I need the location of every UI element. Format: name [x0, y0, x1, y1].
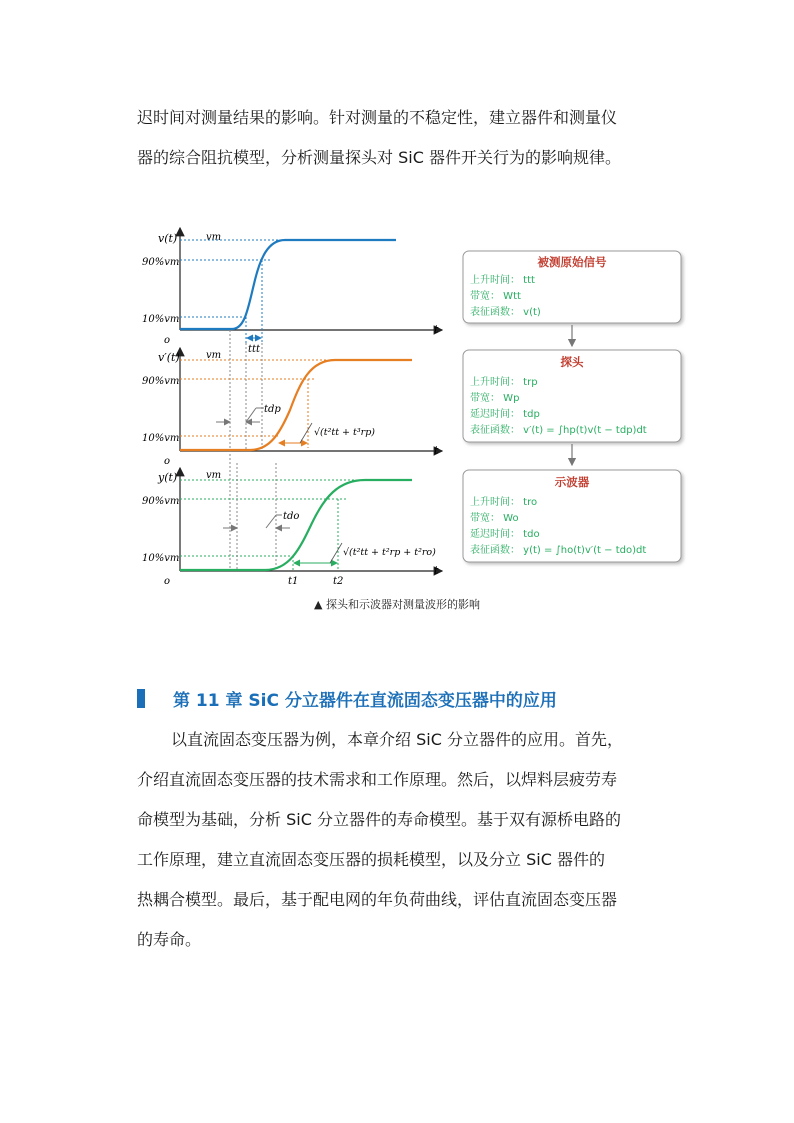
box-line: 上升时间： trp [470, 377, 538, 388]
box-line: 带宽： Wtt [470, 291, 521, 302]
box-line: 上升时间： ttt [470, 275, 535, 286]
text-line: 介绍直流固态变压器的技术需求和工作原理。然后，以焊料层疲劳寿 [137, 770, 618, 789]
chapter-title: 第 11 章 SiC 分立器件在直流固态变压器中的应用 [173, 691, 557, 711]
info-box-original [463, 251, 681, 323]
waveform-figure [142, 218, 700, 590]
t-axis-label: t [434, 564, 439, 577]
intro-paragraph [137, 98, 667, 178]
box-title: 示波器 [554, 475, 590, 489]
p10-label: 10%vm [142, 433, 180, 444]
text-line: 的寿命。 [137, 930, 202, 949]
box-line: 带宽： Wo [470, 513, 519, 524]
vm-label: vm [206, 350, 222, 361]
heading-bar-icon [137, 689, 145, 708]
vm-label: vm [206, 470, 222, 481]
origin-label: o [164, 456, 171, 467]
y-axis-label: v′(t) [158, 351, 180, 364]
y-axis-label: v(t) [158, 232, 178, 245]
info-box-probe [463, 350, 681, 442]
info-box-scope [463, 470, 681, 562]
panel-scope-signal [142, 463, 442, 587]
tdo-annotation: tdo [283, 511, 300, 522]
vm-label: vm [206, 232, 222, 243]
tdp-annotation: tdp [264, 404, 281, 415]
original-waveform [180, 240, 396, 329]
p90-label: 90%vm [142, 376, 180, 387]
p10-label: 10%vm [142, 314, 180, 325]
text-line: 迟时间对测量结果的影响。针对测量的不稳定性，建立器件和测量仪 [137, 108, 618, 127]
p90-label: 90%vm [142, 257, 180, 268]
box-line: 延迟时间： tdo [470, 529, 540, 540]
waveform-diagram [142, 218, 700, 590]
box-line: 表征函数： y(t) = ∫ho(t)v′(t − tdo)dt [470, 545, 647, 556]
box-line: 表征函数： v(t) [470, 307, 541, 318]
box-line: 延迟时间： tdp [470, 409, 540, 420]
probe-waveform [180, 360, 412, 450]
chapter-heading [137, 686, 697, 714]
p90-label: 90%vm [142, 496, 180, 507]
box-line: 上升时间： tro [470, 497, 538, 508]
t-axis-label: t [434, 444, 439, 457]
panel-original-signal [142, 228, 442, 355]
y-axis-label: y(t) [158, 471, 178, 484]
t1-label: t1 [288, 576, 299, 587]
panel-probe-signal [142, 330, 442, 568]
box-title: 被测原始信号 [537, 255, 607, 269]
box-line: 带宽： Wp [470, 393, 520, 404]
text-line: 热耦合模型。最后，基于配电网的年负荷曲线，评估直流固态变压器 [137, 890, 618, 909]
text-line: 器的综合阻抗模型，分析测量探头对 SiC 器件开关行为的影响规律。 [137, 148, 621, 167]
t2-label: t2 [333, 576, 344, 587]
figure-caption: ▲ 探头和示波器对测量波形的影响 [314, 598, 480, 611]
t-axis-label: t [434, 323, 439, 336]
text-line: 以直流固态变压器为例，本章介绍 SiC 分立器件的应用。首先， [171, 730, 623, 749]
sqrt-annotation-probe: √(t²tt + t³rp) [314, 427, 375, 438]
box-line: 表征函数： v′(t) = ∫hp(t)v(t − tdp)dt [470, 425, 647, 436]
ttt-annotation: ttt [248, 344, 261, 355]
body-paragraph [137, 720, 667, 960]
text-line: 工作原理，建立直流固态变压器的损耗模型，以及分立 SiC 器件的 [137, 850, 605, 869]
box-title: 探头 [560, 355, 584, 369]
origin-label: o [164, 576, 171, 587]
text-line: 命模型为基础，分析 SiC 分立器件的寿命模型。基于双有源桥电路的 [137, 810, 621, 829]
origin-label: o [164, 335, 171, 346]
sqrt-annotation-scope: √(t²tt + t²rp + t²ro) [343, 547, 436, 558]
p10-label: 10%vm [142, 553, 180, 564]
